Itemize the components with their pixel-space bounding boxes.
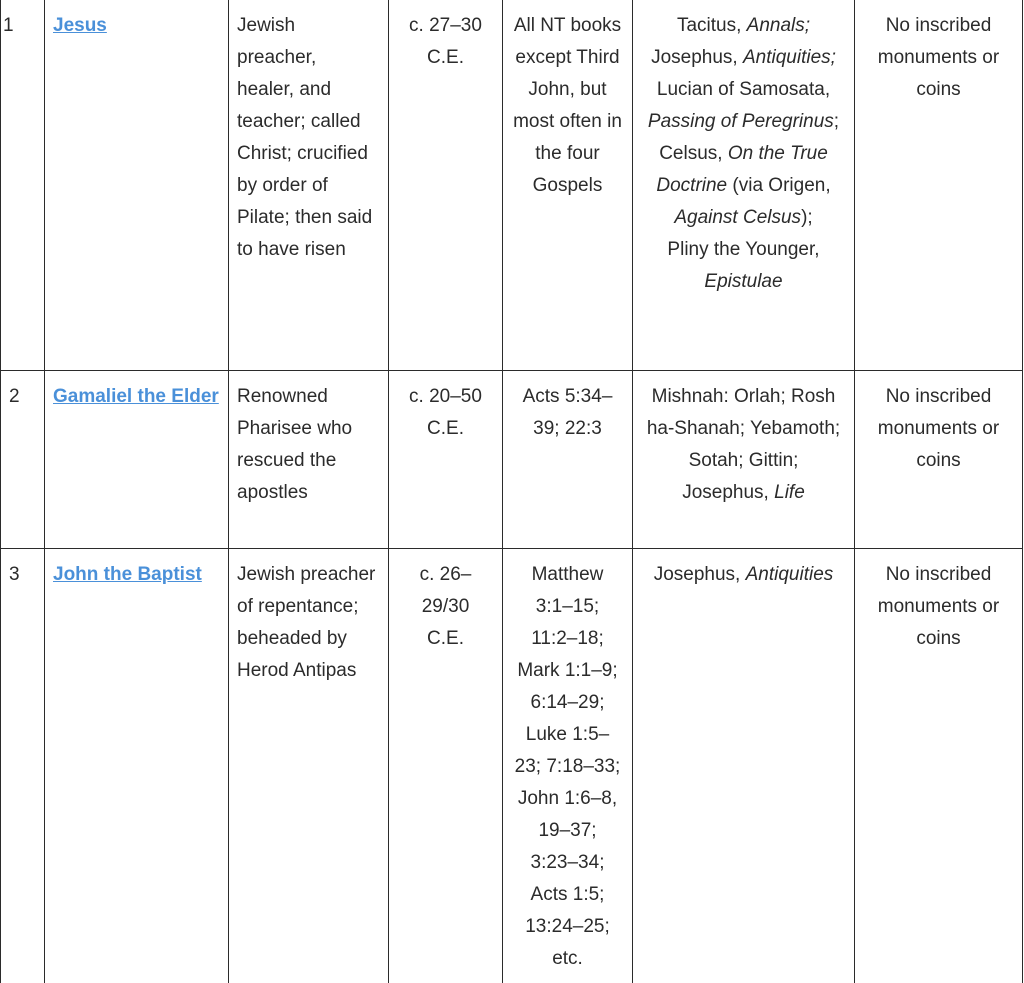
date-cell: c. 20–50 C.E. — [389, 370, 503, 548]
date-cell: c. 27–30 C.E. — [389, 0, 503, 370]
source-text: Celsus, — [659, 143, 728, 164]
person-name-cell — [45, 548, 229, 983]
source-title: Epistulae — [704, 271, 783, 292]
row-number: 1 — [1, 0, 45, 370]
table-row — [1, 548, 1023, 983]
row-number: 2 — [1, 370, 45, 548]
monuments-cell: No inscribed monuments or coins — [855, 0, 1023, 370]
source-text: Pliny the Younger, — [667, 239, 820, 260]
nt-refs-cell: Acts 5:34–39; 22:3 — [503, 370, 633, 548]
description-cell: Renowned Pharisee who rescued the apostles — [229, 370, 389, 548]
source-title: On the True Doctrine — [656, 143, 828, 196]
description-cell: Jewish preacher of repentance; beheaded by Herod Antipas — [229, 548, 389, 983]
source-text: Tacitus, — [676, 15, 747, 36]
source-text: Mishnah: Orlah; Rosh ha-Shanah; Yebamoth; Sotah; Gittin; — [646, 385, 841, 471]
person-link[interactable]: Gamaliel the Elder — [53, 385, 219, 407]
row-number: 3 — [1, 548, 45, 983]
source-title: Antiquities — [745, 563, 834, 585]
person-link[interactable]: John the Baptist — [53, 563, 202, 585]
date-cell: c. 26–29/30 C.E. — [389, 548, 503, 983]
description-cell: Jewish preacher, healer, and teacher; called Christ; crucified by order of Pilate; then said to have risen — [229, 0, 389, 370]
source-text: Josephus, — [651, 47, 743, 68]
person-link[interactable]: Jesus — [53, 15, 107, 36]
source-suffix: ); — [801, 207, 813, 228]
source-title: Against Celsus — [674, 207, 802, 228]
monuments-cell: No inscribed monuments or coins — [855, 370, 1023, 548]
source-title: Annals; — [746, 15, 811, 36]
source-text: Josephus, — [682, 481, 775, 503]
sources-cell — [633, 0, 855, 370]
nt-refs-cell: All NT books except Third John, but most often in the four Gospels — [503, 0, 633, 370]
source-text: Lucian of Samosata, — [656, 79, 831, 100]
table-row — [1, 0, 1023, 370]
monuments-cell: No inscribed monuments or coins — [855, 548, 1023, 983]
source-title: Life — [774, 481, 805, 503]
person-name-cell — [45, 370, 229, 548]
table-row — [1, 370, 1023, 548]
person-name-cell — [45, 0, 229, 370]
sources-cell — [633, 548, 855, 983]
source-suffix: (via Origen, — [727, 175, 831, 196]
source-title: Passing of Peregrinus — [647, 111, 834, 132]
source-title: Antiquities; — [742, 47, 836, 68]
nt-refs-cell: Matthew 3:1–15; 11:2–18; Mark 1:1–9; 6:14–29; Luke 1:5–23; 7:18–33; John 1:6–8, 19–37; 3:23–34; Acts 1:5; 13:24–25; etc. — [503, 548, 633, 983]
sources-cell — [633, 370, 855, 548]
source-suffix: ; — [833, 111, 840, 132]
source-text: Josephus, — [653, 563, 746, 585]
